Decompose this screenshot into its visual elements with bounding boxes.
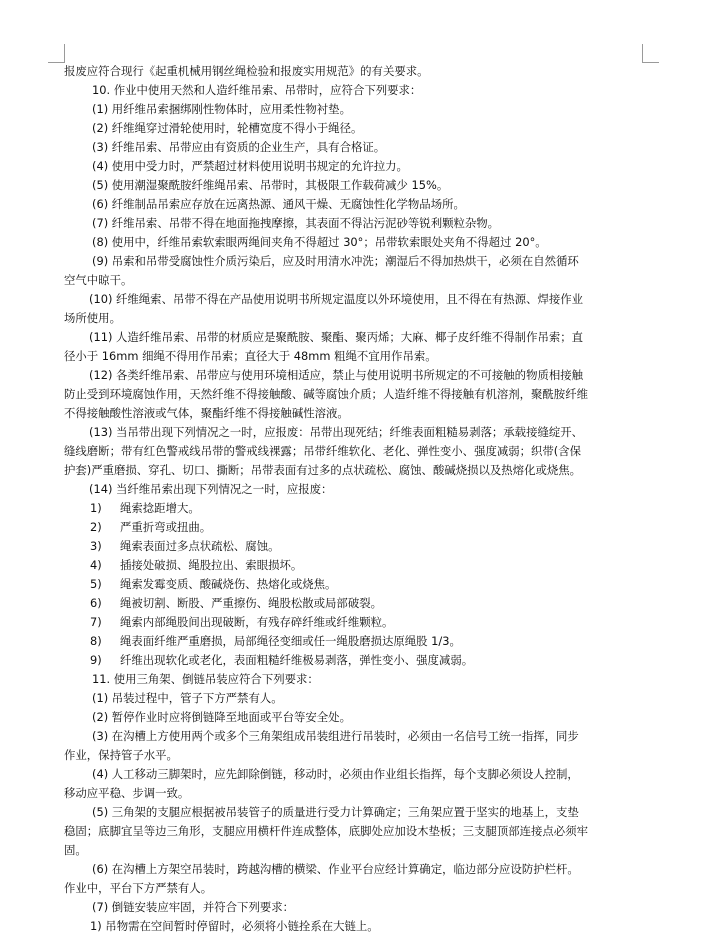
text-line [64, 404, 646, 423]
text-line [64, 670, 646, 689]
text-line-content: (7) 倒链安装应牢固，并符合下列要求： [92, 900, 295, 914]
text-line-content: 10. 作业中使用天然和人造纤维吊索、吊带时，应符合下列要求： [92, 83, 422, 97]
text-line-content: 绳索发霉变质、酸碱烧伤、热熔化或烧焦。 [120, 577, 337, 591]
text-line [64, 746, 646, 765]
text-line [64, 518, 646, 537]
text-line [64, 119, 646, 138]
text-line-content: (7) 纤维吊索、吊带不得在地面拖拽摩擦，其表面不得沾污泥砂等锐利颗粒杂物。 [92, 216, 500, 230]
text-line-content: (10) 纤维绳索、吊带不得在产品使用说明书所规定温度以外环境使用，且不得在有热源、焊接作业 [89, 292, 584, 306]
text-line-content: (2) 纤维绳穿过滑轮使用时，轮槽宽度不得小于绳径。 [92, 121, 363, 135]
text-line [64, 81, 646, 100]
text-line [64, 347, 646, 366]
text-line-content: 场所使用。 [64, 311, 121, 325]
list-item-number: 8) [90, 634, 102, 648]
list-item-number: 2) [90, 520, 102, 534]
text-line-content: (9) 吊索和吊带受腐蚀性介质污染后，应及时用清水冲洗；潮湿后不得加热烘干，必须在自然循环 [92, 254, 579, 268]
text-line [64, 575, 646, 594]
text-line-content: 绳表面纤维严重磨损，局部绳径变细或任一绳股磨损达原绳股 1/3。 [120, 634, 461, 648]
text-line [64, 784, 646, 803]
text-line [64, 442, 646, 461]
text-line-content: (1) 吊装过程中，管子下方严禁有人。 [92, 691, 283, 705]
text-line [64, 499, 646, 518]
text-line-content: 1) 吊物需在空间暂时停留时，必须将小链拴系在大链上。 [90, 919, 379, 933]
text-line-content: 绳索捻距增大。 [120, 501, 200, 515]
text-line-content: 纤维出现软化或老化，表面粗糙纤维极易剥落，弹性变小、强度减弱。 [120, 653, 474, 667]
text-line [64, 727, 646, 746]
text-line [64, 233, 646, 252]
list-item-number: 4) [90, 558, 102, 572]
text-line [64, 613, 646, 632]
text-line [64, 765, 646, 784]
text-line [64, 708, 646, 727]
text-line-content: (8) 使用中，纤维吊索软索眼两绳间夹角不得超过 30°；吊带软索眼处夹角不得超过 20°。 [92, 235, 547, 249]
text-line [64, 537, 646, 556]
text-line-content: 固。 [64, 843, 87, 857]
text-line-content: 插接处破损、绳股拉出、索眼损坏。 [120, 558, 303, 572]
text-line [64, 594, 646, 613]
text-line-content: (4) 人工移动三脚架时，应先卸除倒链，移动时，必须由作业组长指挥，每个支脚必须设人控制， [92, 767, 579, 781]
document-page [64, 62, 646, 936]
text-line-content: 空气中晾干。 [64, 273, 133, 287]
text-line [64, 62, 646, 81]
text-line [64, 100, 646, 119]
list-item-number: 1) [90, 501, 102, 515]
list-item-number: 9) [90, 653, 102, 667]
list-item-number: 3) [90, 539, 102, 553]
text-line [64, 328, 646, 347]
text-line [64, 366, 646, 385]
text-line-content: (5) 三角架的支腿应根据被吊装管子的质量进行受力计算确定；三角架应置于坚实的地基上，支垫 [92, 805, 579, 819]
text-line-content: 报废应符合现行《起重机械用钢丝绳检验和报废实用规范》的有关要求。 [64, 64, 429, 78]
text-line-content: (1) 用纤维吊索捆绑刚性物体时，应用柔性物衬垫。 [92, 102, 351, 116]
text-line [64, 879, 646, 898]
text-line [64, 803, 646, 822]
text-line-content: 作业中，平台下方严禁有人。 [64, 881, 213, 895]
text-line-content: 径小于 16mm 细绳不得用作吊索；直径大于 48mm 粗绳不宜用作吊索。 [64, 349, 437, 363]
text-line-content: 严重折弯或扭曲。 [120, 520, 212, 534]
text-line-content: (3) 纤维吊索、吊带应由有资质的企业生产，具有合格证。 [92, 140, 386, 154]
text-line-content: 护套)严重磨损、穿孔、切口、撕断；吊带表面有过多的点状疏松、腐蚀、酸碱烧损以及热熔化或烧焦。 [64, 463, 582, 477]
text-line-content: 绳被切割、断股、严重擦伤、绳股松散或局部破裂。 [120, 596, 382, 610]
text-line [64, 651, 646, 670]
text-line [64, 214, 646, 233]
text-line [64, 252, 646, 271]
text-line [64, 480, 646, 499]
text-line [64, 385, 646, 404]
text-line-content: 稳固；底脚宜呈等边三角形，支腿应用横杆件连成整体，底脚处应加设木垫板；三支腿顶部连接点必须牢 [64, 824, 588, 838]
page-corner-mark-top-left [48, 44, 65, 63]
text-line [64, 841, 646, 860]
text-line [64, 556, 646, 575]
text-line [64, 138, 646, 157]
text-line-content: 不得接触酸性溶液或气体，聚酯纤维不得接触碱性溶液。 [64, 406, 349, 420]
text-line [64, 423, 646, 442]
text-line [64, 271, 646, 290]
text-line [64, 309, 646, 328]
text-line [64, 195, 646, 214]
list-item-number: 6) [90, 596, 102, 610]
text-line-content: (6) 在沟槽上方架空吊装时，跨越沟槽的横梁、作业平台应经计算确定，临边部分应设防护栏杆。 [92, 862, 579, 876]
text-line-content: (6) 纤维制品吊索应存放在远离热源、通风干燥、无腐蚀性化学物品场所。 [92, 197, 465, 211]
text-line [64, 157, 646, 176]
text-line-content: 11. 使用三角架、倒链吊装应符合下列要求： [92, 672, 319, 686]
text-line [64, 689, 646, 708]
text-line [64, 290, 646, 309]
list-item-number: 5) [90, 577, 102, 591]
text-line-content: 防止受到环境腐蚀作用，天然纤维不得接触酸、碱等腐蚀介质；人造纤维不得接触有机溶剂，聚酰胺纤维 [64, 387, 588, 401]
text-line [64, 860, 646, 879]
text-line-content: 作业，保持管子水平。 [64, 748, 178, 762]
text-line [64, 176, 646, 195]
text-line [64, 461, 646, 480]
text-line-content: 绳索内部绳股间出现破断，有残存碎纤维或纤维颗粒。 [120, 615, 394, 629]
text-line-content: (3) 在沟槽上方使用两个或多个三角架组成吊装组进行吊装时，必须由一名信号工统一指挥，同步 [92, 729, 579, 743]
text-line [64, 898, 646, 917]
text-line-content: 缝线磨断；带有红色警戒线吊带的警戒线裸露；吊带纤维软化、老化、弹性变小、强度减弱；织带(含保 [64, 444, 582, 458]
text-line-content: (5) 使用潮湿聚酰胺纤维绳吊索、吊带时，其极限工作载荷减少 15%。 [92, 178, 449, 192]
text-line-content: (2) 暂停作业时应将倒链降至地面或平台等安全处。 [92, 710, 351, 724]
text-line-content: 移动应平稳、步调一致。 [64, 786, 190, 800]
text-line-content: (14) 当纤维吊索出现下列情况之一时，应报废： [89, 482, 333, 496]
text-line-content: (4) 使用中受力时，严禁超过材料使用说明书规定的允许拉力。 [92, 159, 408, 173]
text-line [64, 822, 646, 841]
text-line [64, 632, 646, 651]
text-line [64, 917, 646, 936]
text-line-content: (13) 当吊带出现下列情况之一时，应报废：吊带出现死结；纤维表面粗糙易剥落；承载接缝绽开、 [89, 425, 584, 439]
text-line-content: 绳索表面过多点状疏松、腐蚀。 [120, 539, 280, 553]
text-line-content: (11) 人造纤维吊索、吊带的材质应是聚酰胺、聚酯、聚丙烯；大麻、椰子皮纤维不得制作吊索；直 [89, 330, 584, 344]
page-corner-mark-top-right [642, 44, 659, 63]
text-line-content: (12) 各类纤维吊索、吊带应与使用环境相适应，禁止与使用说明书所规定的不可接触的物质相接触 [89, 368, 584, 382]
list-item-number: 7) [90, 615, 102, 629]
